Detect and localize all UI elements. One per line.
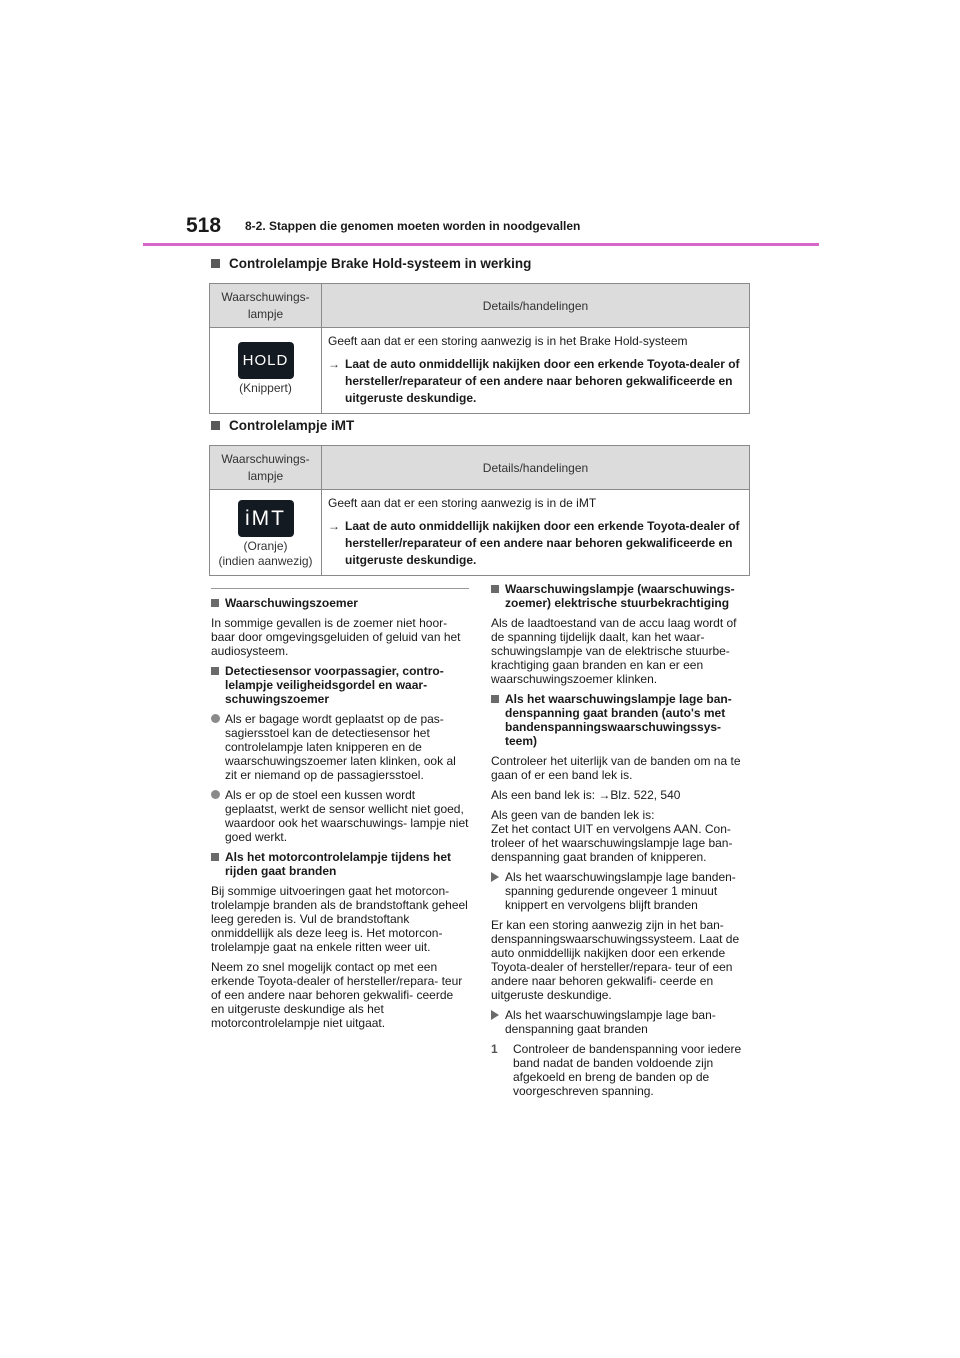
square-bullet-icon xyxy=(491,585,499,593)
list-item: Als er bagage wordt geplaatst op de pas- sagiersstoel kan de detectiesensor het controlelampje laten knipperen en de waarschuwingszoemer laten klinken, ook al zit er niemand op de passagiersstoel. xyxy=(211,712,469,782)
arrow-right-icon: → xyxy=(328,519,340,533)
square-bullet-icon xyxy=(211,259,220,268)
description-text: Geeft aan dat er een storing aanwezig is in de iMT xyxy=(328,496,597,510)
column-header-details: Details/handelingen xyxy=(322,284,750,328)
section-heading-imt xyxy=(211,418,354,433)
circle-bullet-icon xyxy=(211,790,220,799)
arrow-right-icon: → xyxy=(598,788,611,802)
page-link[interactable]: Blz. 522, 540 xyxy=(610,788,681,802)
hold-warning-icon: HOLD xyxy=(238,342,294,379)
note-heading: Detectiesensor voorpassagier, contro- lelampje veiligheidsgordel en waar- schuwingszoemer xyxy=(211,664,469,706)
lamp-caption-availability: (indien aanwezig) xyxy=(218,554,313,568)
page-number: 518 xyxy=(186,214,222,237)
lamp-cell xyxy=(210,490,322,576)
imt-warning-icon: iMT xyxy=(238,500,294,537)
triangle-bullet-icon xyxy=(491,1010,499,1020)
triangle-bullet-icon xyxy=(491,872,499,882)
column-header-details: Details/handelingen xyxy=(322,446,750,490)
step-number: 1 xyxy=(491,1042,498,1056)
square-bullet-icon xyxy=(491,695,499,703)
list-item: Als er op de stoel een kussen wordt geplaatst, werkt de sensor wellicht niet goed, waardoor ook het waarschuwings- lampje niet goed werkt. xyxy=(211,788,469,844)
square-bullet-icon xyxy=(211,599,219,607)
right-column xyxy=(491,582,749,1104)
arrow-right-icon: → xyxy=(328,357,340,371)
column-divider xyxy=(211,588,469,589)
circle-bullet-icon xyxy=(211,714,220,723)
note-text: Er kan een storing aanwezig zijn in het ban- denspanningswaarschuwingssysteem. Laat de auto onmiddellijk nakijken door een erkende Toyota-dealer of hersteller/repara- teur of een andere naar behoren gekwalifi- ceerde en uitgeruste deskundige. xyxy=(491,918,740,1002)
note-text: Neem zo snel mogelijk contact op met een erkende Toyota-dealer of hersteller/repara- teur of een andere naar behoren gekwalifi- ceerde en uitgeruste deskundige als het motorcontrolelampje niet uitgaat. xyxy=(211,960,463,1030)
note-text: Als de laadtoestand van de accu laag wordt of de spanning tijdelijk daalt, kan het waar- schuwingslampje van de elektrische stuurbe- krachtiging gaan branden en kan er een waarschuwingszoemer klinken. xyxy=(491,616,737,686)
warning-table-brake-hold xyxy=(209,283,750,414)
square-bullet-icon xyxy=(211,853,219,861)
square-bullet-icon xyxy=(211,421,220,430)
note-text: Controleer het uiterlijk van de banden om na te gaan of er een band lek is. xyxy=(491,754,741,782)
list-item: Als het waarschuwingslampje lage banden- spanning gedurende ongeveer 1 minuut knippert en vervolgens blijft branden xyxy=(491,870,749,912)
note-heading: Als het motorcontrolelampje tijdens het rijden gaat branden xyxy=(211,850,469,878)
left-column xyxy=(211,596,469,1036)
lamp-cell xyxy=(210,328,322,414)
table-header-row xyxy=(210,446,750,490)
lamp-caption: (Knippert) xyxy=(239,381,292,395)
note-heading: Waarschuwingszoemer xyxy=(211,596,469,610)
section-heading-brake-hold xyxy=(211,256,531,271)
column-header-lamp: Waarschuwings- lampje xyxy=(210,446,322,490)
table-row xyxy=(210,490,750,576)
details-cell xyxy=(322,328,750,414)
lamp-caption-color: (Oranje) xyxy=(243,539,288,553)
chapter-title: 8-2. Stappen die genomen moeten worden in noodgevallen xyxy=(245,219,581,233)
action-text: Laat de auto onmiddellijk nakijken door een erkende Toyota-dealer of hersteller/reparateur of een andere naar behoren gekwalificeerde en uitgeruste deskundige. xyxy=(345,519,740,567)
details-cell xyxy=(322,490,750,576)
table-header-row xyxy=(210,284,750,328)
note-text: Bij sommige uitvoeringen gaat het motorcon- trolelampje branden als de brandstoftank geheel leeg gereden is. Vul de brandstoftank onmiddellijk als deze leeg is. Het motorcon- trolelampje gaat na enkele ritten weer uit. xyxy=(211,884,468,954)
section-title: Controlelampje Brake Hold-systeem in werking xyxy=(229,256,532,271)
table-row xyxy=(210,328,750,414)
step-item xyxy=(491,1042,749,1098)
note-text: Als geen van de banden lek is: Zet het contact UIT en vervolgens AAN. Con- troleer of het waarschuwingslampje lage ban- denspanning gaat branden of knipperen. xyxy=(491,808,733,864)
step-text: Controleer de bandenspanning voor iedere band nadat de banden voldoende zijn afgekoeld en breng de banden op de voorgeschreven spanning. xyxy=(513,1042,742,1098)
note-text: In sommige gevallen is de zoemer niet hoor- baar door omgevingsgeluiden of geluid van het audiosysteem. xyxy=(211,616,461,658)
square-bullet-icon xyxy=(211,667,219,675)
note-heading: Waarschuwingslampje (waarschuwings- zoemer) elektrische stuurbekrachtiging xyxy=(491,582,749,610)
page-reference: Als een band lek is: →Blz. 522, 540 xyxy=(491,788,681,802)
description-text: Geeft aan dat er een storing aanwezig is in het Brake Hold-systeem xyxy=(328,334,688,348)
note-heading: Als het waarschuwingslampje lage ban- denspanning gaat branden (auto's met bandenspanningswaarschuwingssys- teem) xyxy=(491,692,749,748)
section-title: Controlelampje iMT xyxy=(229,418,355,433)
action-text: Laat de auto onmiddellijk nakijken door een erkende Toyota-dealer of hersteller/reparateur of een andere naar behoren gekwalificeerde en uitgeruste deskundige. xyxy=(345,357,740,405)
column-header-lamp: Waarschuwings- lampje xyxy=(210,284,322,328)
warning-table-imt xyxy=(209,445,750,576)
header-divider xyxy=(143,243,819,246)
list-item: Als het waarschuwingslampje lage ban- denspanning gaat branden xyxy=(491,1008,749,1036)
